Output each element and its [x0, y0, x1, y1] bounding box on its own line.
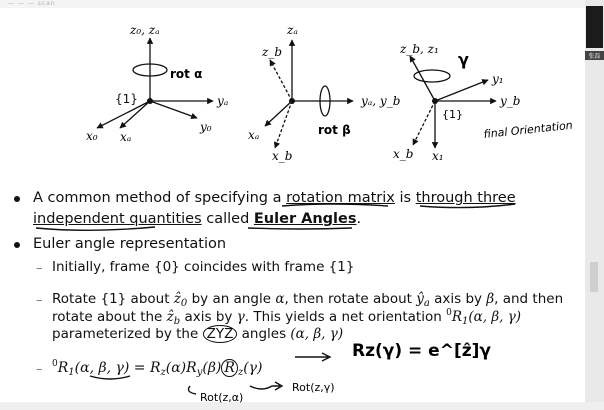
- frame2-label-xa: xₐ: [248, 128, 260, 142]
- bullet-1-text-c: called: [201, 211, 254, 227]
- s3-Rz1: R: [149, 360, 161, 376]
- handwritten-rot-z-gamma: Rot(z,γ): [292, 381, 335, 394]
- s3-sup: 0: [52, 359, 58, 369]
- s2-l2-R-sub: 1: [461, 316, 469, 327]
- s2-l2-b: axis by: [180, 309, 237, 325]
- handwritten-rz-formula: Rz(γ) = e^[ẑ]γ: [352, 341, 491, 361]
- camera-thumbnail[interactable]: [586, 6, 603, 48]
- frame1-label-z0-za: z₀, zₐ: [130, 23, 160, 37]
- s2-l2-c: . This yields a net orientation: [244, 309, 447, 325]
- frame3-label-zb-z1: z_b, z₁: [400, 42, 439, 56]
- frame3-label-yb: y_b: [500, 94, 521, 108]
- bullet-1-period: .: [356, 211, 362, 227]
- s3-R: R: [57, 360, 69, 376]
- frame3-label-xb: x_b: [393, 147, 414, 161]
- frame2-beta-note: rot β: [318, 123, 351, 137]
- camera-label: 张磊: [585, 51, 604, 60]
- handwritten-rot-z-alpha: Rot(z,α): [200, 391, 244, 404]
- s2-l2-zb: ẑ: [166, 309, 174, 325]
- s2-l1-b: by an angle: [187, 291, 276, 307]
- frame3-final-orientation-note: final Orientation: [482, 118, 574, 141]
- s3-args: (α, β, γ) =: [74, 360, 150, 376]
- sub-item-1-text: Initially, frame {0} coincides with frame {1}: [52, 259, 355, 275]
- scrollbar-thumb[interactable]: [590, 262, 598, 292]
- frame1-alpha-note: rot α: [170, 67, 203, 81]
- handwritten-underlines: [36, 204, 515, 394]
- frame2-label-ya-yb: yₐ, y_b: [361, 94, 401, 108]
- s3-R-sub: 1: [68, 367, 75, 378]
- window-title-hint: — — — scan: [8, 0, 56, 7]
- frame2-label-xb: x_b: [272, 149, 293, 163]
- s2-l2-args: (α, β, γ): [468, 309, 522, 325]
- s2-l2-gamma: γ: [236, 309, 245, 325]
- s3-Ry: R: [186, 360, 197, 376]
- s3-z2: z: [237, 367, 244, 378]
- s3-y: y: [196, 367, 203, 378]
- s2-l1-alpha: α: [275, 291, 285, 307]
- frame3-label-y1: y₁: [492, 72, 504, 86]
- frame1-label-xa: xₐ: [120, 130, 132, 144]
- frame2-label-za: zₐ: [287, 23, 298, 37]
- sub-dash-3: –: [36, 362, 43, 377]
- frame3-gamma-note: γ: [458, 50, 469, 69]
- bullet-1-text-b: is: [394, 190, 416, 206]
- right-panel-strip: [585, 0, 604, 410]
- s3-beta-arg: (β): [202, 360, 222, 376]
- s3-Rz2: R: [221, 359, 238, 377]
- s2-l2-sup: 0: [446, 308, 452, 318]
- s2-l3-b: angles: [237, 326, 291, 342]
- s2-l1-z0-sub: 0: [180, 298, 188, 309]
- s3-z1: z: [160, 367, 166, 378]
- s2-l1-z0: ẑ: [173, 291, 181, 307]
- sub-dash-2: –: [36, 293, 43, 308]
- s2-l1-a: Rotate {1} about: [52, 291, 174, 307]
- frame3-label-x1: x₁: [432, 149, 444, 163]
- s3-alpha-arg: (α): [165, 360, 187, 376]
- sub-dash-1: –: [36, 261, 43, 276]
- frame1-label-x0: x₀: [86, 129, 98, 143]
- frame1-label-y0: y₀: [200, 120, 212, 134]
- s2-l1-beta: β: [486, 291, 495, 307]
- s2-l3-args: (α, β, γ): [290, 326, 344, 342]
- s2-l2-R: R: [451, 309, 462, 325]
- s2-l1-c: , then rotate about: [284, 291, 417, 307]
- frame1-brace-note: {1}: [115, 92, 138, 106]
- s2-l3-zyz: ZYZ: [203, 325, 238, 343]
- s2-l1-ya-sub: a: [423, 298, 430, 309]
- bullet-1-through-three: through three: [415, 190, 516, 206]
- bullet-1-euler-angles: Euler Angles: [253, 211, 357, 227]
- s2-l2-zb-sub: b: [173, 316, 181, 327]
- s2-l1-ya: ŷ: [416, 291, 424, 307]
- bullet-1-rotation-matrix: rotation matrix: [286, 190, 395, 206]
- frame3-brace-note: {1}: [442, 108, 463, 121]
- frame1-label-ya: yₐ: [217, 94, 229, 108]
- bullet-2-text: Euler angle representation: [33, 236, 227, 252]
- bullet-1-independent-quantities: independent quantities: [33, 211, 202, 227]
- s2-l1-e: , and then: [494, 291, 564, 307]
- s2-l3-a: parameterized by the: [52, 326, 203, 342]
- s2-l1-d: axis by: [429, 291, 487, 307]
- bullet-1-text-a: A common method of specifying a: [33, 190, 287, 206]
- frame2-label-zb: z_b: [262, 45, 283, 59]
- s2-l2-a: rotate about the: [52, 309, 167, 325]
- s3-gamma-arg: (γ): [243, 360, 263, 376]
